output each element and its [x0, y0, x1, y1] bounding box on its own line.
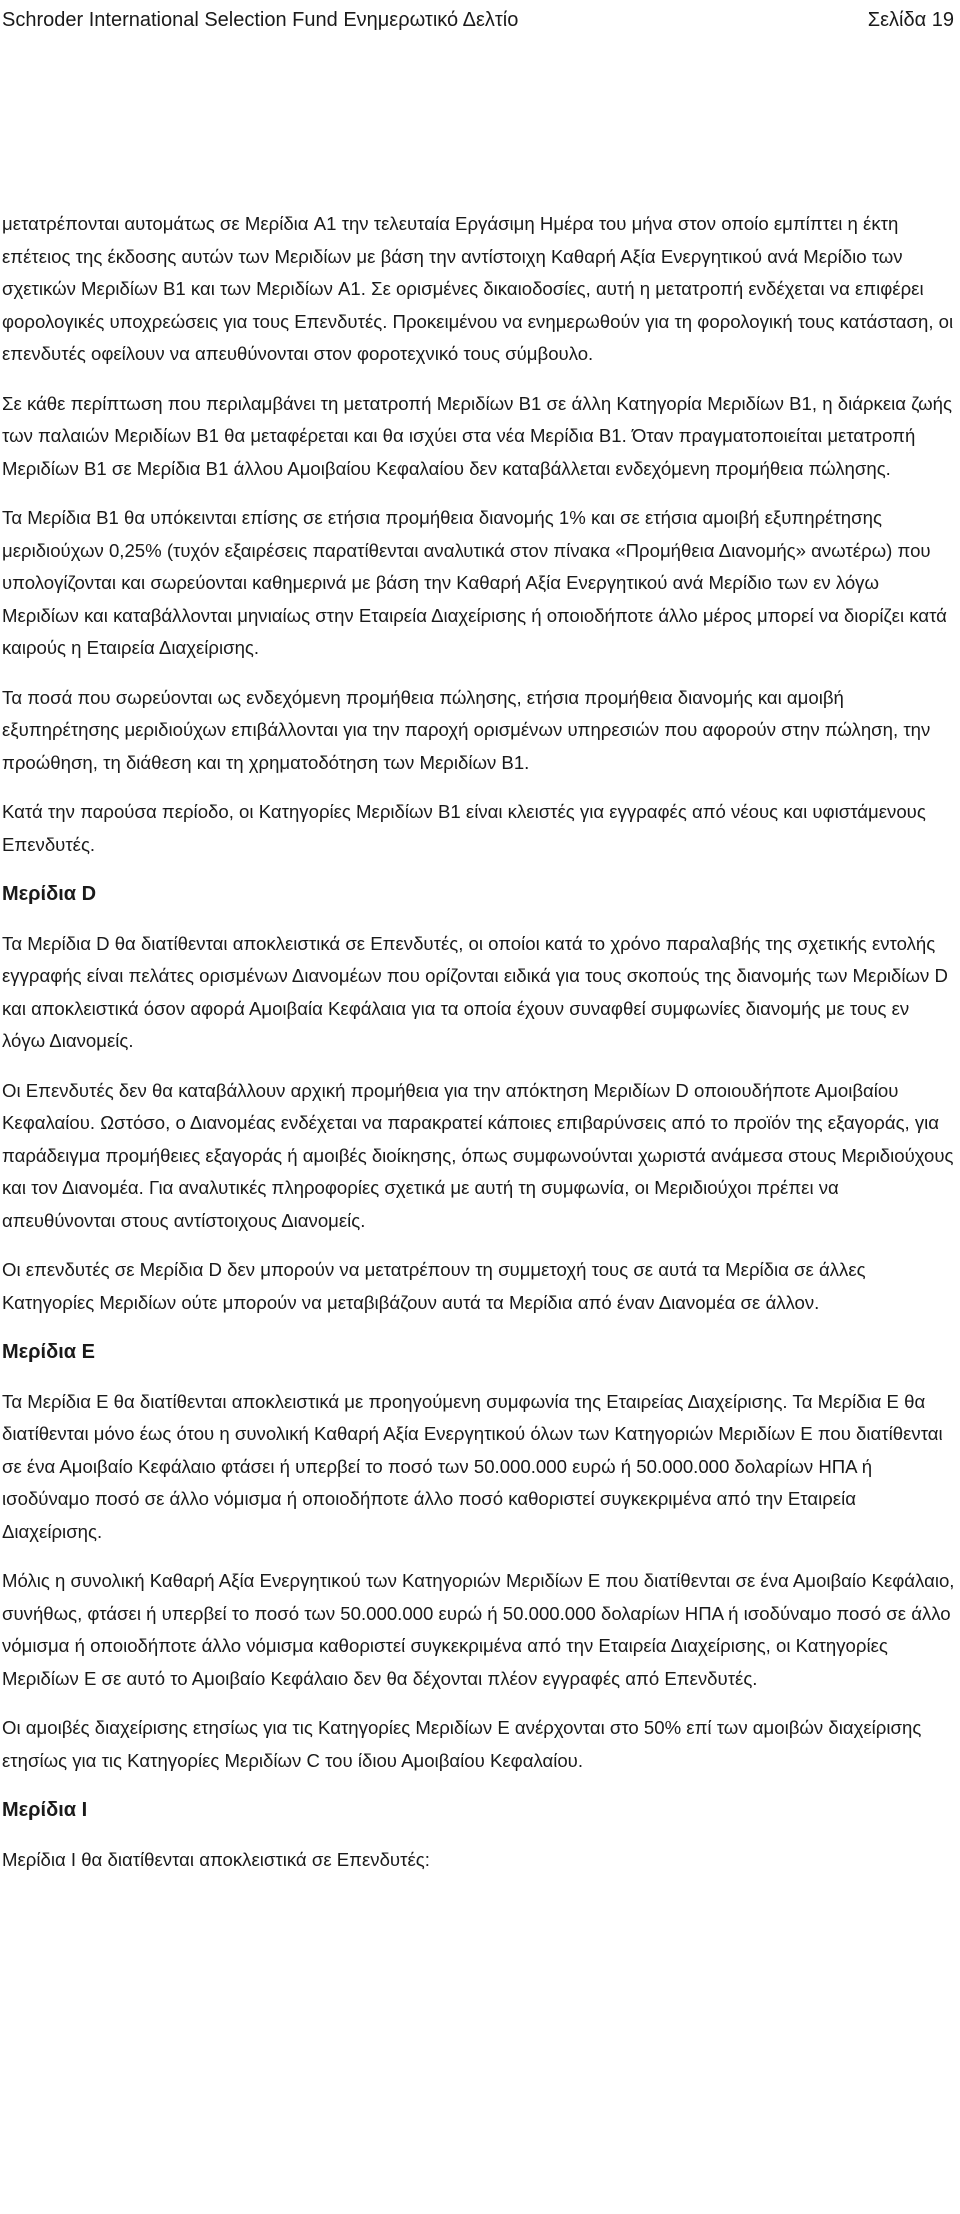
paragraph-b1-conversion: μετατρέπονται αυτομάτως σε Μερίδια A1 την τελευταία Εργάσιμη Ημέρα του μήνα στον οποίο εμπίπτει η έκτη επέτειος της έκδοσης αυτών των Μεριδίων με βάση την αντίστοιχη Καθαρή Αξία Ενεργητικού ανά Μερίδιο των σχετικών Μεριδίων B1 και των Μεριδίων A1. Σε ορισμένες δικαιοδοσίες, αυτή η μετατροπή ενδέχεται να επιφέρει φορολογικές υποχρεώσεις για τους Επενδυτές. Προκειμένου να ενημερωθούν για τη φορολογική τους κατάσταση, οι επενδυτές οφείλουν να απευθύνονται στον φοροτεχνικό τους σύμβουλο.	[2, 213, 954, 364]
paragraph-b1-fees: Τα Μερίδια B1 θα υπόκεινται επίσης σε ετήσια προμήθεια διανομής 1% και σε ετήσια αμοιβή εξυπηρέτησης μεριδιούχων 0,25% (τυχόν εξαιρέσεις παρατίθενται αναλυτικά στον πίνακα «Προμήθεια Διανομής» ανωτέρω) που υπολογίζονται και σωρεύονται καθημερινά με βάση την Καθαρή Αξία Ενεργητικού ανά Μερίδιο των εν λόγω Μεριδίων και καταβάλλονται μηνιαίως στην Εταιρεία Διαχείρισης ή οποιοδήποτε άλλο μέρος μπορεί να διορίζει κατά καιρούς η Εταιρεία Διαχείρισης.	[2, 507, 947, 658]
document-title: Schroder International Selection Fund Ενημερωτικό Δελτίο	[2, 9, 519, 31]
page-header	[0, 0, 960, 36]
paragraph-i-availability: Μερίδια I θα διατίθενται αποκλειστικά σε Επενδυτές:	[2, 1848, 430, 1870]
paragraph-d-conversion: Οι επενδυτές σε Μερίδια D δεν μπορούν να μετατρέπουν τη συμμετοχή τους σε αυτά τα Μερίδια σε άλλες Κατηγορίες Μεριδίων ούτε μπορούν να μεταβιβάζουν αυτά τα Μερίδια από έναν Διανομέα σε άλλον.	[2, 1259, 866, 1313]
paragraph-d-availability: Τα Μερίδια D θα διατίθενται αποκλειστικά σε Επενδυτές, οι οποίοι κατά το χρόνο παραλαβής της σχετικής εντολής εγγραφής είναι πελάτες ορισμένων Διανομέων που ορίζονται ειδικά για τους σκοπούς της διανομής των Μεριδίων D και αποκλειστικά όσον αφορά Αμοιβαία Κεφάλαια για τα οποία έχουν συναφθεί συμφωνίες διανομής με τους εν λόγω Διανομείς.	[2, 932, 948, 1051]
heading-shares-e: Μερίδια E	[2, 1341, 95, 1363]
paragraph-e-fees: Οι αμοιβές διαχείρισης ετησίως για τις Κατηγορίες Μεριδίων E ανέρχονται στο 50% επί των αμοιβών διαχείρισης ετησίως για τις Κατηγορίες Μεριδίων C του ίδιου Αμοιβαίου Κεφαλαίου.	[2, 1717, 922, 1771]
heading-shares-i: Μερίδια I	[2, 1799, 88, 1821]
page-number: Σελίδα 19	[867, 9, 954, 31]
paragraph-b1-amounts: Τα ποσά που σωρεύονται ως ενδεχόμενη προμήθεια πώλησης, ετήσια προμήθεια διανομής και αμοιβή εξυπηρέτησης μεριδιούχων επιβάλλονται για την παροχή ορισμένων υπηρεσιών που αφορούν στην πώληση, την προώθηση, τη διάθεση και τη χρηματοδότηση των Μεριδίων B1.	[2, 686, 931, 773]
paragraph-d-charges: Οι Επενδυτές δεν θα καταβάλλουν αρχική προμήθεια για την απόκτηση Μεριδίων D οποιουδήποτε Αμοιβαίου Κεφαλαίου. Ωστόσο, ο Διανομέας ενδέχεται να παρακρατεί κάποιες επιβαρύνσεις από το προϊόν της εξαγοράς, για παράδειγμα προμήθειες εξαγοράς ή αμοιβές διοίκησης, όπως συμφωνούνται χωριστά ανάμεσα στους Μεριδιούχους και τον Διανομέα. Για αναλυτικές πληροφορίες σχετικά με αυτή τη συμφωνία, οι Μεριδιούχοι πρέπει να απευθύνονται στους αντίστοιχους Διανομείς.	[2, 1079, 954, 1231]
paragraph-e-threshold: Μόλις η συνολική Καθαρή Αξία Ενεργητικού των Κατηγοριών Μεριδίων E που διατίθενται σε ένα Αμοιβαίο Κεφάλαιο, συνήθως, φτάσει ή υπερβεί το ποσό των 50.000.000 ευρώ ή 50.000.000 δολαρίων ΗΠΑ ή ισοδύναμο ποσό σε άλλο νόμισμα ή οποιοδήποτε άλλο νόμισμα καθοριστεί συγκεκριμένα από την Εταιρεία Διαχείρισης, οι Κατηγορίες Μεριδίων E σε αυτό το Αμοιβαίο Κεφάλαιο δεν θα δέχονται πλέον εγγραφές από Επενδυτές.	[2, 1570, 955, 1689]
paragraph-e-availability: Τα Μερίδια E θα διατίθενται αποκλειστικά με προηγούμενη συμφωνία της Εταιρείας Διαχείρισης. Τα Μερίδια E θα διατίθενται μόνο έως ότου η συνολική Καθαρή Αξία Ενεργητικού όλων των Κατηγοριών Μεριδίων E που διατίθενται σε ένα Αμοιβαίο Κεφάλαιο φτάσει ή υπερβεί το ποσό των 50.000.000 ευρώ ή 50.000.000 δολαρίων ΗΠΑ ή ισοδύναμο ποσό σε άλλο νόμισμα ή οποιοδήποτε άλλο ποσό καθοριστεί συγκεκριμένα από την Εταιρεία Διαχείρισης.	[2, 1390, 943, 1542]
document-body	[2, 208, 956, 1893]
heading-shares-d: Μερίδια D	[2, 883, 97, 905]
paragraph-b1-lifespan: Σε κάθε περίπτωση που περιλαμβάνει τη μετατροπή Μεριδίων B1 σε άλλη Κατηγορία Μεριδίων B1, η διάρκεια ζωής των παλαιών Μεριδίων B1 θα μεταφέρεται και θα ισχύει στα νέα Μερίδια B1. Όταν πραγματοποιείται μετατροπή Μεριδίων B1 σε Μερίδια B1 άλλου Αμοιβαίου Κεφαλαίου δεν καταβάλλεται ενδεχόμενη προμήθεια πώλησης.	[2, 392, 952, 479]
paragraph-b1-closed: Κατά την παρούσα περίοδο, οι Κατηγορίες Μεριδίων B1 είναι κλειστές για εγγραφές από νέους και υφιστάμενους Επενδυτές.	[2, 801, 926, 855]
